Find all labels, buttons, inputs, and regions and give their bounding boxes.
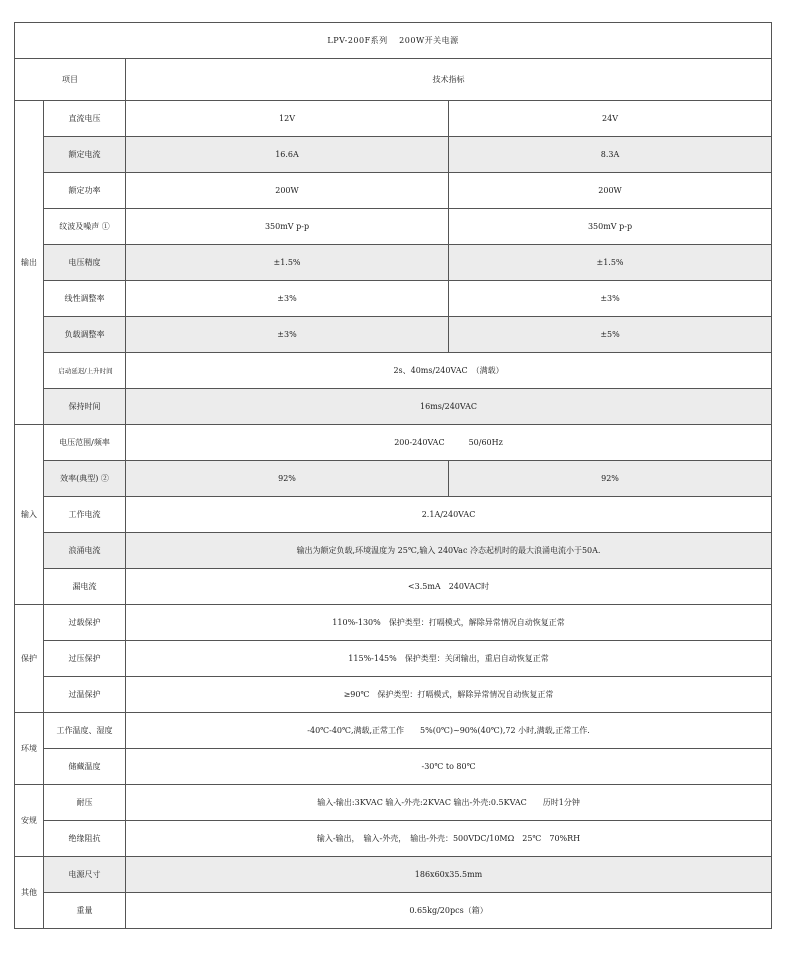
row-label: 重量: [44, 893, 126, 929]
header-spec: 技术指标: [126, 59, 772, 101]
row-label: 工作电流: [44, 497, 126, 533]
cell-value: 0.65kg/20pcs（箱）: [126, 893, 772, 929]
table-row: [15, 173, 772, 209]
cell-12v: 16.6A: [126, 137, 449, 173]
row-label: 漏电流: [44, 569, 126, 605]
cell-12v: 200W: [126, 173, 449, 209]
cell-24v: 24V: [449, 101, 772, 137]
table-row: [15, 389, 772, 425]
cell-24v: 200W: [449, 173, 772, 209]
cell-value: -40℃-40℃,满载,正常工作 5%(0℃)~90%(40℃),72 小时,满载,正常工作.: [126, 713, 772, 749]
cell-value: 输出为额定负载,环境温度为 25℃,输入 240Vac 冷态起机时的最大浪涌电流小于50A.: [126, 533, 772, 569]
row-label: 纹波及噪声 ①: [44, 209, 126, 245]
cell-value: 输入-输出:3KVAC 输入-外壳:2KVAC 输出-外壳:0.5KVAC 历时1分钟: [126, 785, 772, 821]
cell-value: -30℃ to 80℃: [126, 749, 772, 785]
table-row: [15, 893, 772, 929]
cell-24v: ±3%: [449, 281, 772, 317]
group-protection: 保护: [15, 605, 44, 713]
header-row: [15, 59, 772, 101]
table-row: [15, 137, 772, 173]
title-row: [15, 23, 772, 59]
row-label: 耐压: [44, 785, 126, 821]
cell-value: 2.1A/240VAC: [126, 497, 772, 533]
cell-12v: ±3%: [126, 317, 449, 353]
cell-12v: 350mV p-p: [126, 209, 449, 245]
table-row: [15, 785, 772, 821]
cell-12v: ±3%: [126, 281, 449, 317]
group-safety: 安规: [15, 785, 44, 857]
table-row: [15, 353, 772, 389]
table-row: [15, 713, 772, 749]
group-output: 输出: [15, 101, 44, 425]
row-label: 额定功率: [44, 173, 126, 209]
cell-24v: 8.3A: [449, 137, 772, 173]
row-label: 过压保护: [44, 641, 126, 677]
table-row: [15, 857, 772, 893]
row-label: 工作温度、湿度: [44, 713, 126, 749]
row-label: 电源尺寸: [44, 857, 126, 893]
table-row: [15, 569, 772, 605]
cell-value: 16ms/240VAC: [126, 389, 772, 425]
table-row: [15, 677, 772, 713]
table-row: [15, 497, 772, 533]
cell-value: 110%-130% 保护类型：打嗝模式，解除异常情况自动恢复正常: [126, 605, 772, 641]
row-label: 过温保护: [44, 677, 126, 713]
table-title: LPV-200F系列 200W开关电源: [15, 23, 772, 59]
header-item: 项目: [15, 59, 126, 101]
row-label: 电压范围/频率: [44, 425, 126, 461]
group-environment: 环境: [15, 713, 44, 785]
cell-24v: ±1.5%: [449, 245, 772, 281]
cell-24v: 350mV p-p: [449, 209, 772, 245]
row-label: 储藏温度: [44, 749, 126, 785]
cell-value: 200-240VAC 50/60Hz: [126, 425, 772, 461]
cell-12v: 92%: [126, 461, 449, 497]
row-label: 效率(典型) ②: [44, 461, 126, 497]
row-label: 保持时间: [44, 389, 126, 425]
cell-12v: 12V: [126, 101, 449, 137]
spec-table: [14, 22, 772, 929]
table-row: [15, 749, 772, 785]
table-row: [15, 641, 772, 677]
row-label: 电压精度: [44, 245, 126, 281]
table-row: [15, 605, 772, 641]
table-row: [15, 461, 772, 497]
row-label: 浪涌电流: [44, 533, 126, 569]
row-label: 线性调整率: [44, 281, 126, 317]
cell-value: 输入-输出， 输入-外壳， 输出-外壳：500VDC/10MΩ 25℃ 70%RH: [126, 821, 772, 857]
table-row: [15, 425, 772, 461]
cell-12v: ±1.5%: [126, 245, 449, 281]
table-row: [15, 281, 772, 317]
cell-24v: ±5%: [449, 317, 772, 353]
row-label: 直流电压: [44, 101, 126, 137]
row-label: 额定电流: [44, 137, 126, 173]
row-label: 过载保护: [44, 605, 126, 641]
table-row: [15, 245, 772, 281]
cell-value: 2s、40ms/240VAC （满载）: [126, 353, 772, 389]
row-label: 绝缘阻抗: [44, 821, 126, 857]
group-input: 输入: [15, 425, 44, 605]
cell-value: 115%-145% 保护类型：关闭输出，重启自动恢复正常: [126, 641, 772, 677]
table-row: [15, 821, 772, 857]
row-label: 启动延迟/上升时间: [44, 353, 126, 389]
cell-24v: 92%: [449, 461, 772, 497]
row-label: 负载调整率: [44, 317, 126, 353]
group-other: 其他: [15, 857, 44, 929]
cell-value: 186x60x35.5mm: [126, 857, 772, 893]
table-row: [15, 101, 772, 137]
table-row: [15, 317, 772, 353]
cell-value: ≥90℃ 保护类型：打嗝模式，解除异常情况自动恢复正常: [126, 677, 772, 713]
table-row: [15, 533, 772, 569]
spec-sheet: [14, 22, 771, 929]
cell-value: <3.5mA 240VAC时: [126, 569, 772, 605]
table-row: [15, 209, 772, 245]
